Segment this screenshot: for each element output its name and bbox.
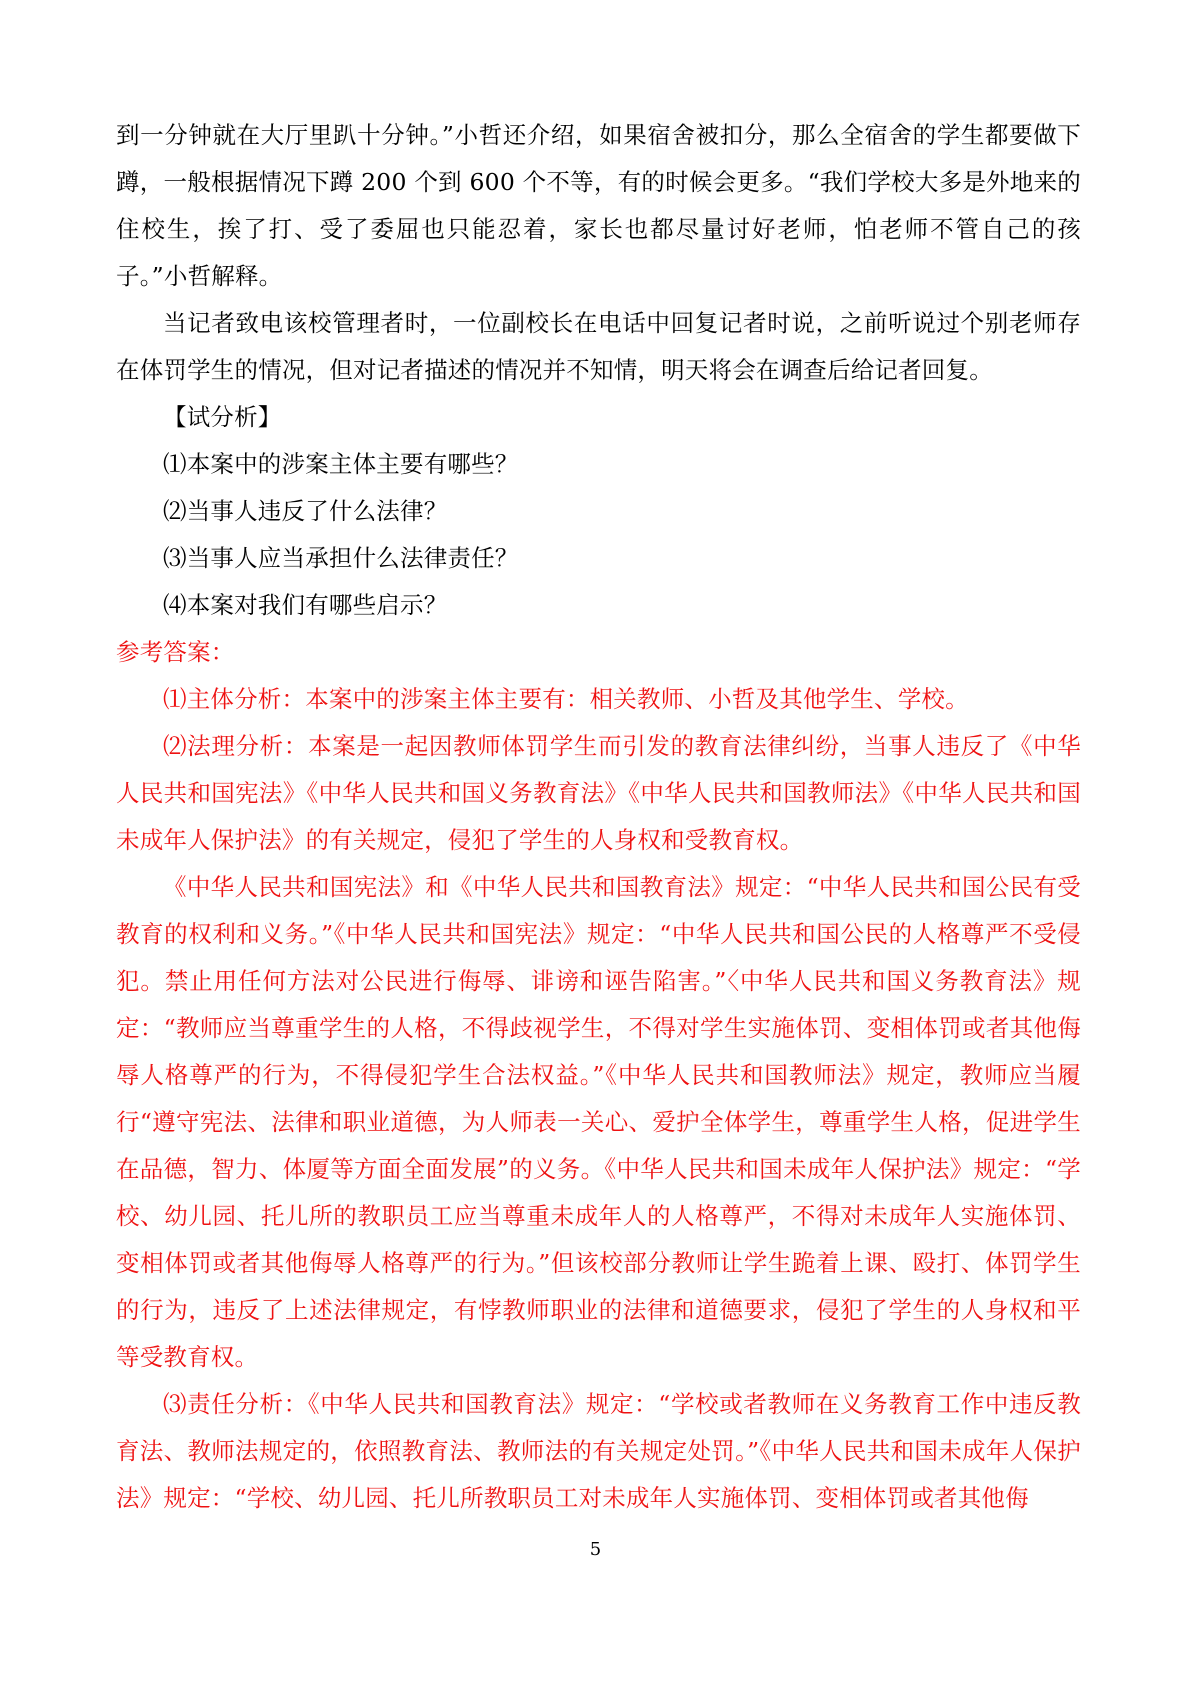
analysis-heading: 【试分析】 (163, 403, 282, 431)
answer-paragraph: ⑵法理分析：本案是一起因教师体罚学生而引发的教育法律纠纷，当事人违反了《中华人民共和国宪法》《中华人民共和国义务教育法》《中华人民共和国教师法》《中华人民共和国未成年人保护法》的有关规定，侵犯了学生的人身权和受教育权。 (116, 732, 1081, 854)
answer-paragraph: ⑴主体分析：本案中的涉案主体主要有：相关教师、小哲及其他学生、学校。 (163, 685, 969, 713)
answer-paragraph: 《中华人民共和国宪法》和《中华人民共和国教育法》规定：“中华人民共和国公民有受教育的权利和义务。”《中华人民共和国宪法》规定：“中华人民共和国公民的人格尊严不受侵犯。禁止用任何方法对公民进行侮辱、诽谤和诬告陷害。”〈中华人民共和国义务教育法》规定：“教师应当尊重学生的人格，不得歧视学生，不得对学生实施体罚、变相体罚或者其他侮辱人格尊严的行为，不得侵犯学生合法权益。”《中华人民共和国教师法》规定，教师应当履行“遵守宪法、法律和职业道德，为人师表一关心、爱护全体学生，尊重学生人格，促进学生在品德，智力、体厦等方面全面发展”的义务。《中华人民共和国未成年人保护法》规定：“学校、幼儿园、托儿所的教职员工应当尊重未成年人的人格尊严，不得对未成年人实施体罚、变相体罚或者其他侮辱人格尊严的行为。”但该校部分教师让学生跪着上课、殴打、体罚学生的行为，违反了上述法律规定，有悖教师职业的法律和道德要求，侵犯了学生的人身权和平等受教育权。 (116, 873, 1081, 1371)
question-item: ⑵当事人违反了什么法律？ (163, 497, 448, 525)
document-body (116, 112, 1081, 1522)
case-paragraph: 到一分钟就在大厅里趴十分钟。”小哲还介绍，如果宿舍被扣分，那么全宿舍的学生都要做下蹲，一般根据情况下蹲 200 个到 600 个不等，有的时候会更多。“我们学校大多是外地来的住校生，挨了打、受了委屈也只能忍着，家长也都尽量讨好老师，怕老师不管自己的孩子。”小哲解释。 (116, 121, 1081, 290)
case-paragraph: 当记者致电该校管理者时，一位副校长在电话中回复记者时说，之前听说过个别老师存在体罚学生的情况，但对记者描述的情况并不知情，明天将会在调查后给记者回复。 (116, 309, 1081, 384)
question-item: ⑶当事人应当承担什么法律责任？ (163, 544, 519, 572)
question-item: ⑴本案中的涉案主体主要有哪些？ (163, 450, 519, 478)
answer-heading: 参考答案： (116, 638, 235, 666)
question-item: ⑷本案对我们有哪些启示？ (163, 591, 448, 619)
page-number: 5 (589, 1539, 602, 1560)
answer-paragraph: ⑶责任分析：《中华人民共和国教育法》规定：“学校或者教师在义务教育工作中违反教育法、教师法规定的，依照教育法、教师法的有关规定处罚。”《中华人民共和国未成年人保护法》规定：“学校、幼儿园、托儿所教职员工对未成年人实施体罚、变相体罚或者其他侮 (116, 1390, 1081, 1512)
